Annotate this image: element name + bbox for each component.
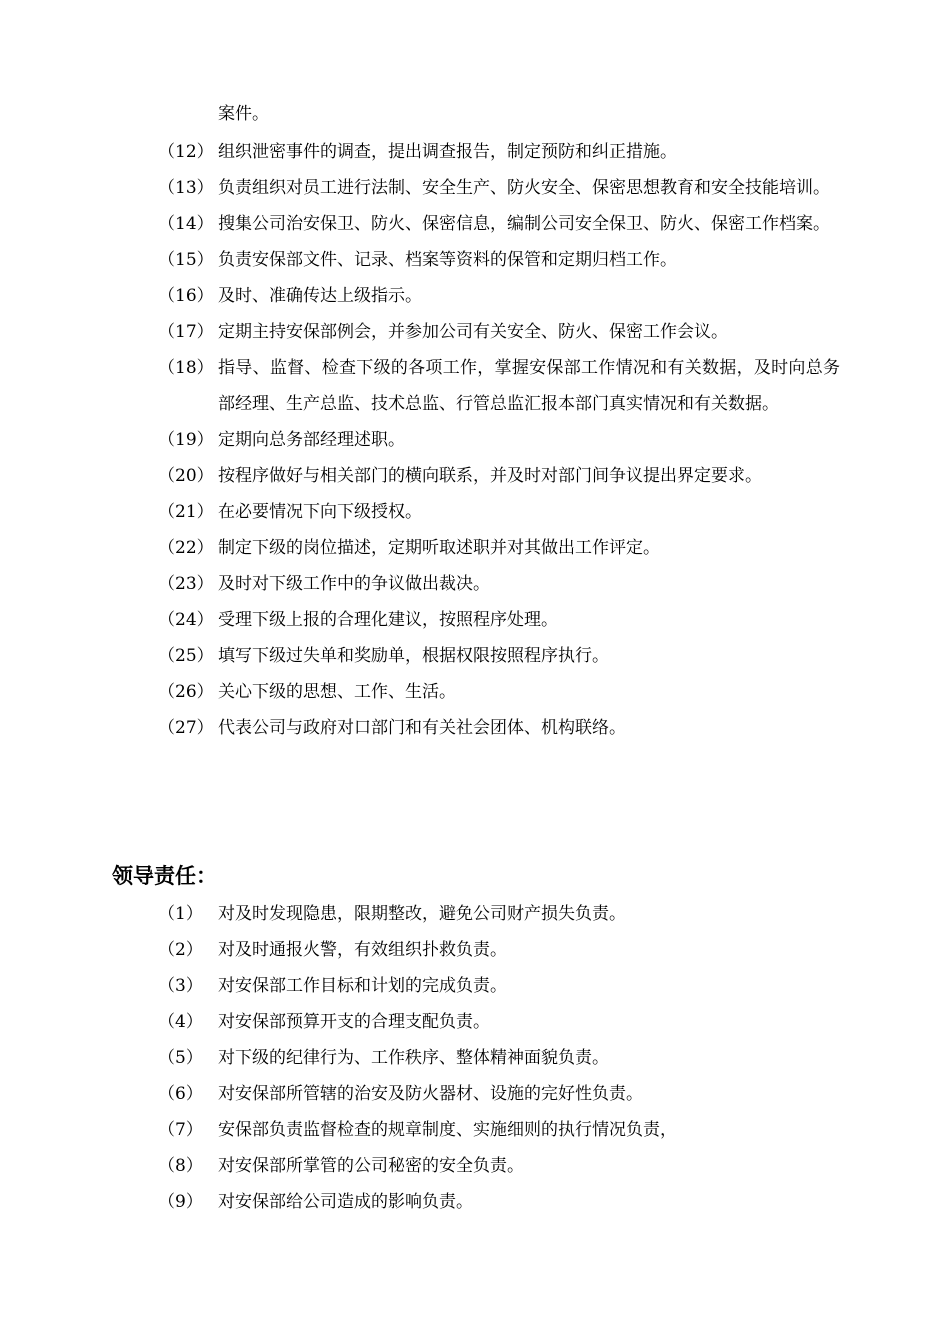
item-text: 对下级的纪律行为、工作秩序、整体精神面貌负责。 bbox=[218, 1048, 609, 1068]
duty-item bbox=[0, 422, 950, 458]
item-number: （7） bbox=[158, 1120, 203, 1140]
item-text: 负责安保部文件、记录、档案等资料的保管和定期归档工作。 bbox=[218, 250, 677, 270]
item-number: （23） bbox=[158, 574, 214, 594]
duty-item bbox=[0, 566, 950, 602]
item-text: 安保部负责监督检查的规章制度、实施细则的执行情况负责， bbox=[218, 1120, 677, 1140]
responsibility-item bbox=[0, 1112, 950, 1148]
item-number: （2） bbox=[158, 940, 203, 960]
duty-item bbox=[0, 134, 950, 170]
item-number: （12） bbox=[158, 142, 214, 162]
duty-item bbox=[0, 602, 950, 638]
item-text: 对安保部预算开支的合理支配负责。 bbox=[218, 1012, 490, 1032]
responsibility-item bbox=[0, 1148, 950, 1184]
item-number: （24） bbox=[158, 610, 214, 630]
duty-item bbox=[0, 242, 950, 278]
duty-item bbox=[0, 278, 950, 314]
duty-list bbox=[0, 134, 950, 746]
item-text: 对安保部所掌管的公司秘密的安全负责。 bbox=[218, 1156, 524, 1176]
item-text: 填写下级过失单和奖励单，根据权限按照程序执行。 bbox=[218, 646, 609, 666]
item-number: （5） bbox=[158, 1048, 203, 1068]
item-text: 代表公司与政府对口部门和有关社会团体、机构联络。 bbox=[218, 718, 626, 738]
item-text: 组织泄密事件的调查，提出调查报告，制定预防和纠正措施。 bbox=[218, 142, 677, 162]
duty-item bbox=[0, 350, 950, 422]
item-text: 对安保部所管辖的治安及防火器材、设施的完好性负责。 bbox=[218, 1084, 643, 1104]
duty-item bbox=[0, 494, 950, 530]
item-number: （15） bbox=[158, 250, 214, 270]
item-text: 定期主持安保部例会，并参加公司有关安全、防火、保密工作会议。 bbox=[218, 322, 728, 342]
responsibility-item bbox=[0, 968, 950, 1004]
item-text: 负责组织对员工进行法制、安全生产、防火安全、保密思想教育和安全技能培训。 bbox=[218, 178, 830, 198]
item-number: （3） bbox=[158, 976, 203, 996]
item-number: （21） bbox=[158, 502, 214, 522]
item-number: （6） bbox=[158, 1084, 203, 1104]
item-text: 关心下级的思想、工作、生活。 bbox=[218, 682, 456, 702]
duty-item bbox=[0, 674, 950, 710]
responsibility-item bbox=[0, 932, 950, 968]
item-text: 及时、准确传达上级指示。 bbox=[218, 286, 422, 306]
item-number: （13） bbox=[158, 178, 214, 198]
item-text: 对及时通报火警，有效组织扑救负责。 bbox=[218, 940, 507, 960]
responsibility-item bbox=[0, 896, 950, 932]
responsibility-item bbox=[0, 1004, 950, 1040]
duty-item bbox=[0, 314, 950, 350]
duty-item bbox=[0, 638, 950, 674]
item-number: （22） bbox=[158, 538, 214, 558]
item-number: （16） bbox=[158, 286, 214, 306]
item-number: （27） bbox=[158, 718, 214, 738]
item-text: 按程序做好与相关部门的横向联系，并及时对部门间争议提出界定要求。 bbox=[218, 466, 762, 486]
continuation-text: 案件。 bbox=[218, 104, 269, 124]
item-number: （4） bbox=[158, 1012, 203, 1032]
duty-item bbox=[0, 206, 950, 242]
item-number: （17） bbox=[158, 322, 214, 342]
item-number: （26） bbox=[158, 682, 214, 702]
responsibility-item bbox=[0, 1040, 950, 1076]
responsibility-item bbox=[0, 1184, 950, 1220]
item-text: 制定下级的岗位描述，定期听取述职并对其做出工作评定。 bbox=[218, 538, 660, 558]
item-text: 对安保部给公司造成的影响负责。 bbox=[218, 1192, 473, 1212]
duty-item bbox=[0, 530, 950, 566]
item-number: （20） bbox=[158, 466, 214, 486]
duty-item bbox=[0, 170, 950, 206]
item-number: （1） bbox=[158, 904, 203, 924]
item-number: （14） bbox=[158, 214, 214, 234]
duty-item bbox=[0, 458, 950, 494]
item-text: 在必要情况下向下级授权。 bbox=[218, 502, 422, 522]
item-text: 对及时发现隐患，限期整改，避免公司财产损失负责。 bbox=[218, 904, 626, 924]
duty-item bbox=[0, 710, 950, 746]
item-text: 对安保部工作目标和计划的完成负责。 bbox=[218, 976, 507, 996]
item-number: （8） bbox=[158, 1156, 203, 1176]
item-text: 定期向总务部经理述职。 bbox=[218, 430, 405, 450]
item-text: 及时对下级工作中的争议做出裁决。 bbox=[218, 574, 490, 594]
item-number: （25） bbox=[158, 646, 214, 666]
item-text: 搜集公司治安保卫、防火、保密信息，编制公司安全保卫、防火、保密工作档案。 bbox=[218, 214, 830, 234]
item-text: 指导、监督、检查下级的各项工作，掌握安保部工作情况和有关数据，及时向总务部经理、生产总监、技术总监、行管总监汇报本部门真实情况和有关数据。 bbox=[218, 358, 840, 414]
responsibility-heading: 领导责任： bbox=[112, 864, 217, 888]
item-number: （9） bbox=[158, 1192, 203, 1212]
item-number: （18） bbox=[158, 358, 214, 378]
item-text: 受理下级上报的合理化建议，按照程序处理。 bbox=[218, 610, 558, 630]
item-number: （19） bbox=[158, 430, 214, 450]
responsibility-list bbox=[0, 896, 950, 1220]
responsibility-item bbox=[0, 1076, 950, 1112]
